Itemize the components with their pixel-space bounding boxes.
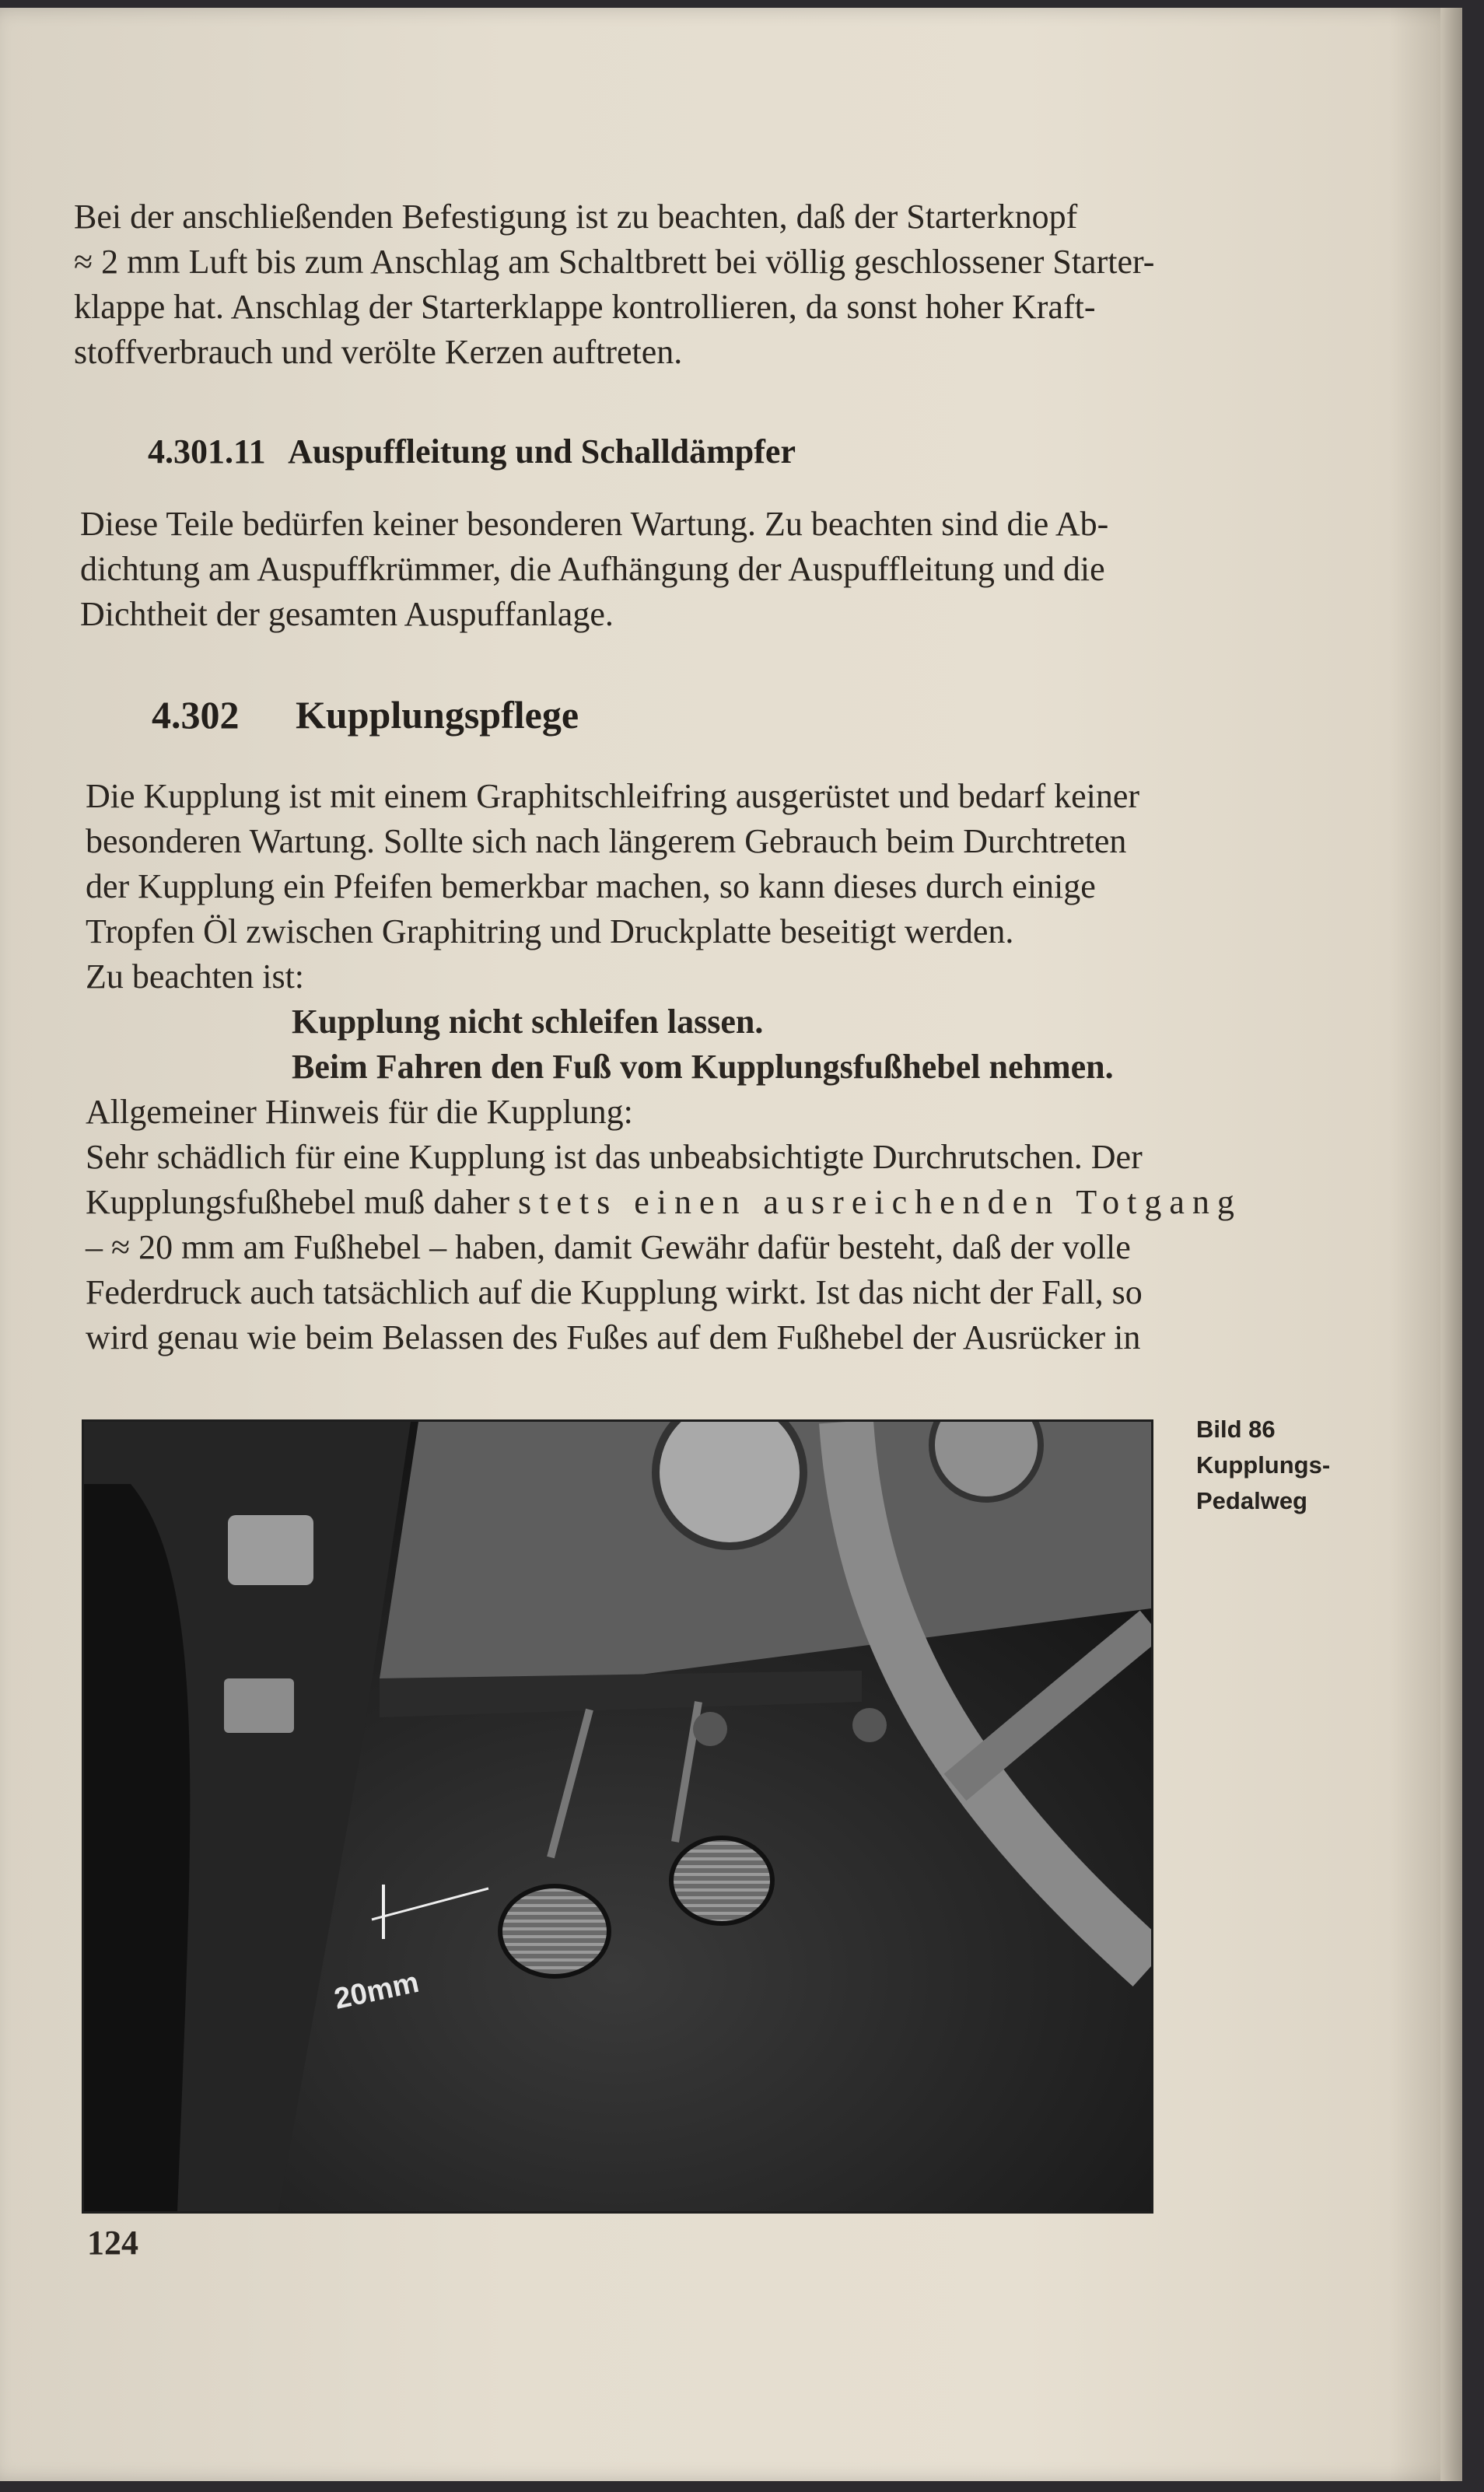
photo-measure-label: 20mm	[331, 1965, 422, 2016]
page-spine-shadow	[1440, 8, 1462, 2481]
general-line: wird genau wie beim Belassen des Fußes auf dem Fußhebel der Ausrücker in	[86, 1318, 1141, 1356]
exhaust-paragraph	[80, 502, 1375, 637]
general-line: Federdruck auch tatsächlich auf die Kupplung wirkt. Ist das nicht der Fall, so	[86, 1273, 1143, 1311]
intro-paragraph	[74, 194, 1369, 375]
exhaust-line: dichtung am Auspuffkrümmer, die Aufhängung der Auspuffleitung und die	[80, 550, 1105, 588]
intro-line: Bei der anschließenden Befestigung ist zu beachten, daß der Starterknopf	[74, 198, 1078, 236]
bold-instruction-1: Kupplung nicht schleifen lassen.	[292, 1003, 764, 1041]
figure-caption	[1196, 1412, 1330, 1519]
section-number: 4.301.11	[148, 432, 266, 471]
general-heading: Allgemeiner Hinweis für die Kupplung:	[86, 1093, 633, 1131]
clutch-line: Tropfen Öl zwischen Graphitring und Druckplatte beseitigt werden.	[86, 912, 1014, 950]
bold-instruction-2: Beim Fahren den Fuß vom Kupplungsfußhebel nehmen.	[292, 1048, 1114, 1086]
general-line: Sehr schädlich für eine Kupplung ist das unbeabsichtigte Durchrutschen. Der	[86, 1138, 1143, 1176]
photo-knob	[852, 1708, 887, 1742]
figure-label: Bild 86	[1196, 1416, 1276, 1443]
clutch-line: der Kupplung ein Pfeifen bemerkbar machen, so kann dieses durch einige	[86, 867, 1096, 905]
clutch-pedal-photo	[82, 1419, 1153, 2214]
intro-line: stoffverbrauch und verölte Kerzen auftreten.	[74, 333, 683, 371]
section-heading-clutch	[152, 692, 579, 737]
photo-seat-edge	[84, 1484, 190, 2211]
photo-gauge-right	[932, 1422, 1041, 1500]
general-line	[86, 1180, 1381, 1225]
general-line-spaced: stets einen ausreichenden Totgang	[518, 1183, 1242, 1221]
book-page	[0, 8, 1462, 2481]
photo-brake-pedal	[671, 1838, 772, 1923]
section-heading-exhaust	[148, 432, 796, 471]
general-line-prefix: Kupplungsfußhebel muß daher	[86, 1183, 518, 1221]
photo-gauge-left	[656, 1422, 803, 1546]
clutch-line: Die Kupplung ist mit einem Graphitschleifring ausgerüstet und bedarf keiner	[86, 777, 1140, 815]
clutch-line: besonderen Wartung. Sollte sich nach längerem Gebrauch beim Durchtreten	[86, 822, 1127, 860]
intro-line: ≈ 2 mm Luft bis zum Anschlag am Schaltbrett bei völlig geschlossener Starter-	[74, 243, 1155, 281]
note-intro: Zu beachten ist:	[86, 957, 305, 996]
photo-bracket	[228, 1515, 313, 1585]
photo-switch	[224, 1678, 294, 1733]
exhaust-line: Diese Teile bedürfen keiner besonderen Wartung. Zu beachten sind die Ab-	[80, 505, 1109, 543]
page-number: 124	[87, 2224, 138, 2262]
section-title: Kupplungspflege	[296, 693, 579, 737]
exhaust-line: Dichtheit der gesamten Auspuffanlage.	[80, 595, 614, 633]
figure-caption-line: Pedalweg	[1196, 1487, 1307, 1514]
photo-clutch-pedal	[500, 1886, 609, 1976]
section-title: Auspuffleitung und Schalldämpfer	[288, 432, 796, 471]
intro-line: klappe hat. Anschlag der Starterklappe kontrollieren, da sonst hoher Kraft-	[74, 288, 1096, 326]
photo-knob	[693, 1712, 727, 1746]
figure-caption-line: Kupplungs-	[1196, 1451, 1331, 1479]
section-number: 4.302	[152, 693, 240, 737]
clutch-paragraph	[86, 774, 1381, 1360]
photo-illustration	[84, 1422, 1151, 2211]
general-line: – ≈ 20 mm am Fußhebel – haben, damit Gewähr dafür besteht, daß der volle	[86, 1228, 1131, 1266]
